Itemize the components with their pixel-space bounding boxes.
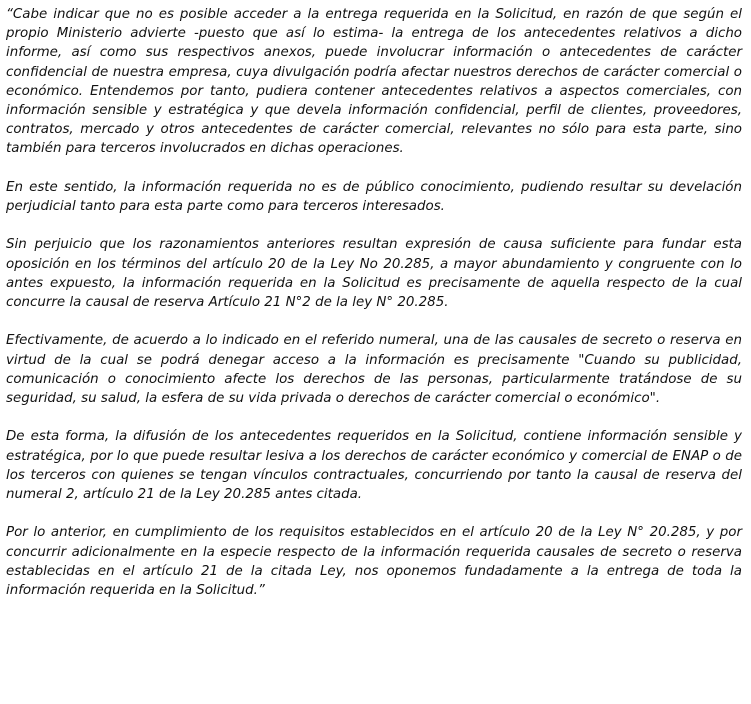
- paragraph-not-public: En este sentido, la información requerida no es de público conocimiento, pudiendo resultar su develación perjudicial tanto para esta parte como para terceros interesados.: [6, 179, 742, 215]
- paragraph-disclosure-harm: De esta forma, la difusión de los antecedentes requeridos en la Solicitud, contiene información sensible y estratégica, por lo que puede resultar lesiva a los derechos de carácter económico y comercial de ENAP o de los terceros con quienes se tengan vínculos contractuales, concurriendo por tanto la causal de reserva del numeral 2, artículo 21 de la Ley 20.285 antes citada.: [6, 429, 742, 503]
- quoted-document-text: [6, 5, 742, 600]
- paragraph-secrecy-cause: Efectivamente, de acuerdo a lo indicado en el referido numeral, una de las causales de secreto o reserva en virtud de la cual se podrá denegar acceso a la información es precisamente "Cuando su publicidad, comunicación o conocimiento afecte los derechos de las personas, particularmente tratándose de su seguridad, su salud, la esfera de su vida privada o derechos de carácter comercial o económico".: [6, 333, 742, 407]
- paragraph-conclusion: Por lo anterior, en cumplimiento de los requisitos establecidos en el artículo 20 de la Ley N° 20.285, y por concurrir adicionalmente en la especie respecto de la información requerida causales de secreto o reserva establecidas en el artículo 21 de la citada Ley, nos oponemos fundadamente a la entrega de toda la información requerida en la Solicitud.”: [6, 525, 742, 599]
- paragraph-legal-basis: Sin perjuicio que los razonamientos anteriores resultan expresión de causa suficiente para fundar esta oposición en los términos del artículo 20 de la Ley No 20.285, a mayor abundamiento y congruente con lo antes expuesto, la información requerida en la Solicitud es precisamente de aquella respecto de la cual concurre la causal de reserva Artículo 21 N°2 de la ley N° 20.285.: [6, 237, 742, 311]
- paragraph-confidentiality: “Cabe indicar que no es posible acceder a la entrega requerida en la Solicitud, en razón de que según el propio Ministerio advierte -puesto que así lo estima- la entrega de los antecedentes relativos a dicho informe, así como sus respectivos anexos, puede involucrar información o antecedentes de carácter confidencial de nuestra empresa, cuya divulgación podría afectar nuestros derechos de carácter comercial o económico. Entendemos por tanto, pudiera contener antecedentes relativos a aspectos comerciales, con información sensible y estratégica y que devela información confidencial, perfil de clientes, proveedores, contratos, mercado y otros antecedentes de carácter comercial, relevantes no sólo para esta parte, sino también para terceros involucrados en dichas operaciones.: [6, 7, 742, 157]
